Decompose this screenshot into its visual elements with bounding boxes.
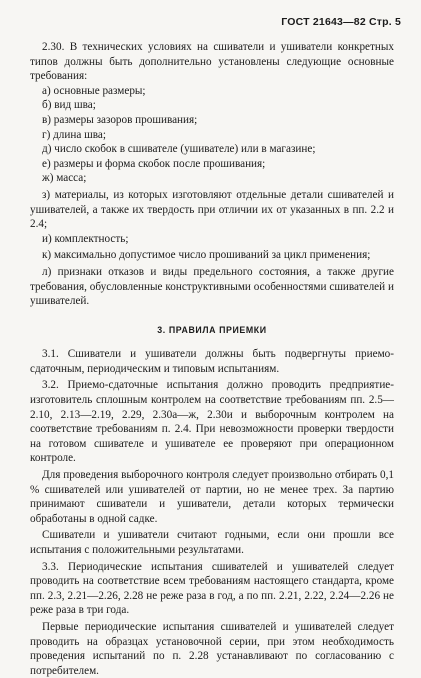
list-item-zh: ж) масса;: [42, 172, 87, 185]
list-item-g: г) длина шва;: [42, 128, 106, 141]
list-item-i: и) комплектность;: [42, 232, 129, 245]
list-item-v: в) размеры зазоров прошивания;: [42, 113, 198, 126]
paragraph-3-2: 3.2. Приемо-сдаточные испытания должно проводить предприятие-изготовитель сплошным контролем на соответствие требованиям пп. 2.5—2.10, 2.13—2.19, 2.29, 2.30а—ж, 2.30и и выборочным контролем на соответствие требованиям п. 2.4. При невозможности проверки твердости на готовом сшивателе и ушивателе ее проверяют при операционном контроле.: [30, 379, 394, 465]
section-title: 3. ПРАВИЛА ПРИЕМКИ: [157, 324, 267, 335]
document-body: [30, 40, 394, 678]
paragraph-sampling: Для проведения выборочного контроля следует произвольно отбирать 0,1 % сшивателей или ушивателей от партии, но не менее трех. За партию принимают сшиватели и ушиватели, детали которых термически обработаны в одной садке.: [30, 469, 394, 525]
list-item-b: б) вид шва;: [42, 99, 96, 112]
list-item-d: д) число скобок в сшивателе (ушивателе) или в магазине;: [42, 143, 316, 156]
list-item-a: а) основные размеры;: [42, 84, 146, 97]
paragraph-acceptance: Сшиватели и ушиватели считают годными, если они прошли все испытания с положительными результатами.: [30, 529, 394, 556]
paragraph-3-3: 3.3. Периодические испытания сшивателей и ушивателей следует проводить на соответствие всем требованиям настоящего стандарта, кроме пп. 2.3, 2.21—2.26, 2.28 не реже раза в год, а по пп. 2.21, 2.22, 2.24—2.26 не реже раза в три года.: [30, 560, 394, 617]
page-header: ГОСТ 21643—82 Стр. 5: [281, 16, 401, 28]
list-item-e: е) размеры и форма скобок после прошивания;: [42, 157, 266, 170]
paragraph-2-30: 2.30. В технических условиях на сшиватели и ушиватели конкретных типов должны быть дополнительно установлены следующие основные требования:: [30, 41, 394, 83]
paragraph-3-1: 3.1. Сшиватели и ушиватели должны быть подвергнуты приемо-сдаточным, периодическим и типовым испытаниям.: [30, 348, 394, 375]
list-item-z: з) материалы, из которых изготовляют отдельные детали сшивателей и ушивателей, а также их твердость при отличии их от указанных в пп. 2.2 и 2.4;: [30, 188, 394, 231]
list-item-k: к) максимально допустимое число прошиваний за цикл применения;: [42, 249, 371, 262]
list-item-l: л) признаки отказов и виды предельного состояния, а также другие требования, обусловленные конструктивными особенностями сшивателей и ушивателей.: [30, 265, 394, 308]
paragraph-first-tests: Первые периодические испытания сшивателей и ушивателей следует проводить на образцах установочной серии, при этом необходимость проведения испытаний по п. 2.28 устанавливают по согласованию с потребителем.: [30, 620, 394, 677]
